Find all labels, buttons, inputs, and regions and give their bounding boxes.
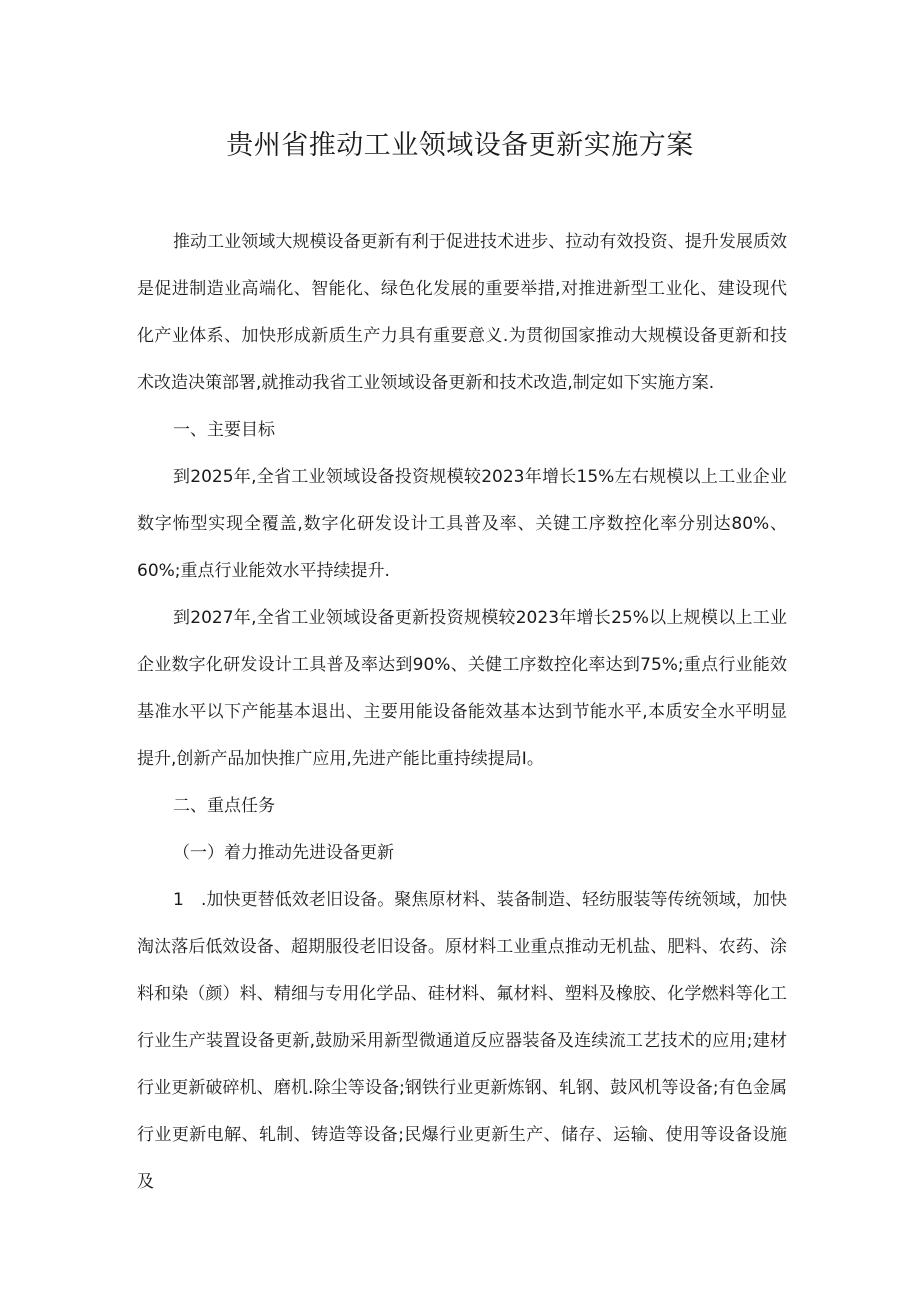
section-heading-main-goals: 一、主要目标 bbox=[173, 420, 275, 440]
paragraph-intro: 推动工业领域大规模设备更新有利于促进技术进步、拉动有效投资、提升发展质效是促进制造业高端化、智能化、绿色化发展的重要举措,对推进新型工业化、建设现代化产业体系、加快形成新质生产力具有重要意义.为贯彻国家推动大规模设备更新和技术改造决策部署,就推动我省工业领域设备更新和技术改造,制定如下实施方案. bbox=[137, 232, 787, 393]
section-heading-key-tasks: 二、重点任务 bbox=[173, 796, 275, 816]
paragraph-goal-2025: 到2025年,全省工业领域设备投资规模较2023年增长15%左右规模以上工业企业数字怖型实现全覆盖,数字化研发设计工具普及率、关键工序数控化率分别达80%、60%;重点行业能效水平持续提升. bbox=[137, 467, 787, 581]
subsection-heading-advanced-equipment: （一）着力推动先进设备更新 bbox=[173, 843, 394, 863]
paragraph-goal-2027: 到2027年,全省工业领域设备更新投资规模较2023年增长25%以上规模以上工业企业数字化研发设计工具普及率达到90%、关健工序数控化率达到75%;重点行业能效基准水平以下产能基本退出、主要用能设备能效基本达到节能水平,本质安全水平明显提升,创新产品加快推广应用,先进产能比重持续提局I。 bbox=[137, 608, 787, 769]
document-title: 贵州省推动工业领域设备更新实施方案 bbox=[226, 130, 694, 161]
paragraph-replace-old-equipment: 1 .加快更替低效老旧设备。聚焦原材料、装备制造、轻纺服装等传统领域，加快淘汰落后低效设备、超期服役老旧设备。原材料工业重点推动无机盐、肥料、农药、涂料和染（颜）料、精细与专用化学品、硅材料、氟材料、塑料及橡胶、化学燃料等化工行业生产装置设备更新,鼓励采用新型微通道反应器装备及连续流工艺技术的应用;建材行业更新破碎机、磨机.除尘等设备;钢铁行业更新炼钢、轧钢、鼓风机等设备;有色金属行业更新电解、轧制、铸造等设备;民爆行业更新生产、储存、运输、使用等设备设施及 bbox=[137, 890, 787, 1192]
document-body bbox=[137, 219, 787, 1206]
